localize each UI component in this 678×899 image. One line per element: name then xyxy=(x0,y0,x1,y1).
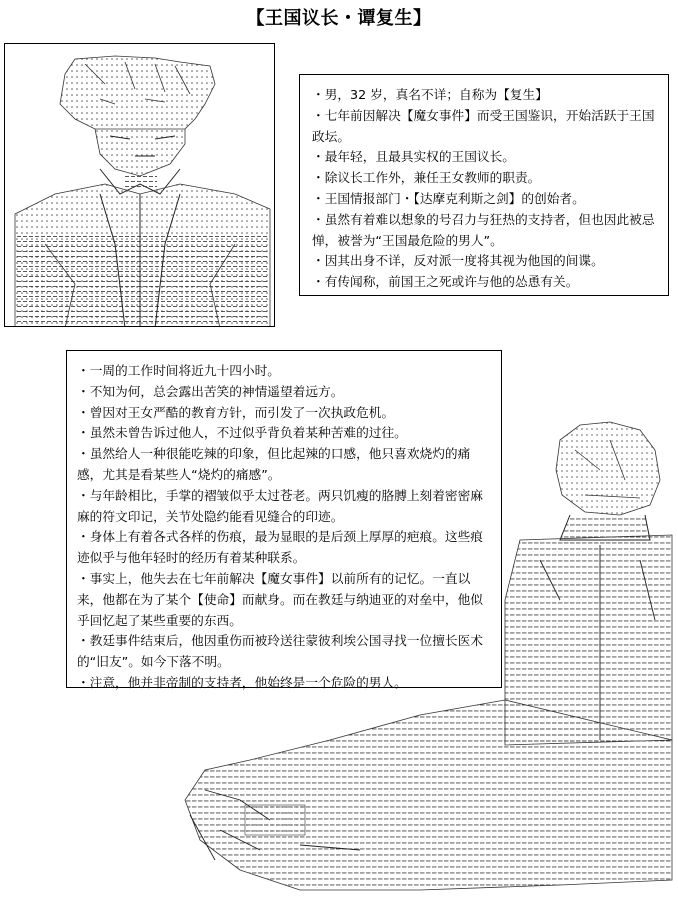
profile-item: ・ 王国情报部门・【达摩克利斯之剑】的创始者。 xyxy=(312,189,660,210)
details-item: ・ 虽然给人一种很能吃辣的印象，但比起辣的口感，他只喜欢烧灼的痛感，尤其是看某些人“烧灼的痛感”。 xyxy=(77,444,493,486)
details-box xyxy=(66,350,502,688)
details-item: ・ 事实上，他失去在七年前解决【魔女事件】以前所有的记忆。一直以来，他都在为了某个【使命】而献身。而在教廷与纳迪亚的对垒中，他似乎回忆起了某些重要的东西。 xyxy=(77,569,493,631)
profile-item: ・ 虽然有着难以想象的号召力与狂热的支持者，但也因此被忌惮，被誉为“王国最危险的男人”。 xyxy=(312,210,660,252)
profile-item: ・ 最年轻，且最具实权的王国议长。 xyxy=(312,147,660,168)
profile-item: ・ 有传闻称，前国王之死或许与他的怂恿有关。 xyxy=(312,272,660,293)
details-item: ・ 虽然未曾告诉过他人，不过似乎背负着某种苦难的过往。 xyxy=(77,423,493,444)
profile-item: ・ 因其出身不详，反对派一度将其视为他国的间谍。 xyxy=(312,251,660,272)
details-item: ・ 不知为何，总会露出苦笑的神情遥望着远方。 xyxy=(77,382,493,403)
profile-item: ・ 除议长工作外，兼任王女教师的职责。 xyxy=(312,168,660,189)
profile-item: ・ 七年前因解决【魔女事件】而受王国鉴识，开始活跃于王国政坛。 xyxy=(312,106,660,148)
details-item: ・ 身体上有着各式各样的伤痕，最为显眼的是后颈上厚厚的疤痕。这些痕迹似乎与他年轻时的经历有着某种联系。 xyxy=(77,527,493,569)
details-item: ・ 教廷事件结束后，他因重伤而被玲送往蒙彼利埃公国寻找一位擅长医术的“旧友”。如今下落不明。 xyxy=(77,631,493,673)
page-title: 【王国议长・谭复生】 xyxy=(246,8,432,29)
details-item: ・ 与年龄相比，手掌的褶皱似乎太过苍老。两只饥瘦的胳膊上刻着密密麻麻的符文印记，关节处隐约能看见缝合的印迹。 xyxy=(77,486,493,528)
details-item: ・ 注意，他并非帝制的支持者，他始终是一个危险的男人。 xyxy=(77,673,493,694)
profile-item: ・ 男，32 岁，真名不详；自称为【复生】 xyxy=(312,85,660,106)
details-item: ・ 曾因对王女严酷的教育方针，而引发了一次执政危机。 xyxy=(77,403,493,424)
details-item: ・ 一周的工作时间将近九十四小时。 xyxy=(77,361,493,382)
details-list xyxy=(77,361,493,694)
